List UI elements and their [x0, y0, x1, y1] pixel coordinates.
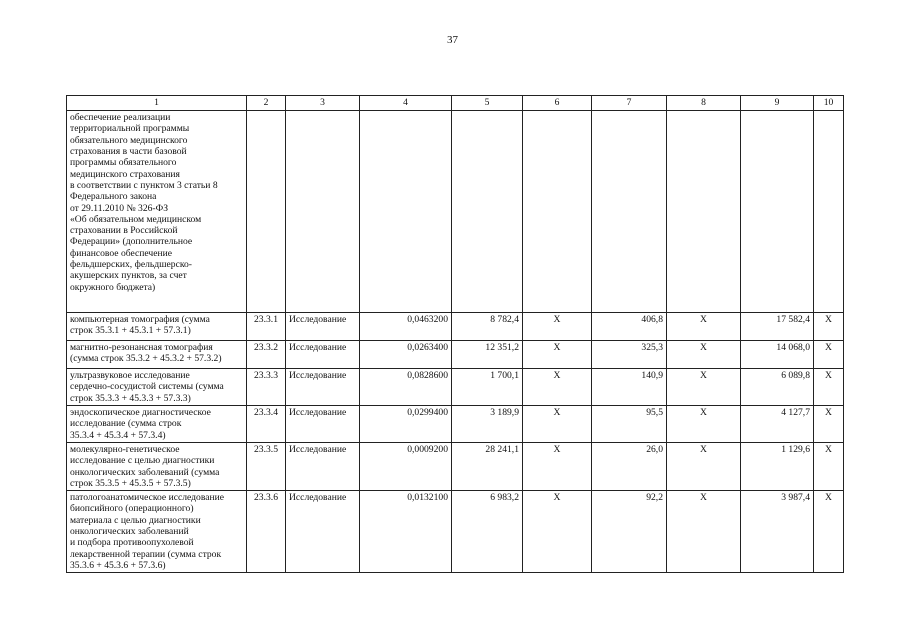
table-row [67, 405, 844, 442]
row-norm: 0,0463200 [360, 313, 452, 341]
table-row [67, 313, 844, 341]
column-header: 7 [592, 96, 667, 111]
row-cost: 28 241,1 [452, 442, 523, 490]
table-row [67, 442, 844, 490]
row-norm: 0,0263400 [360, 341, 452, 369]
row-c10: X [814, 341, 844, 369]
row-c10: X [814, 369, 844, 406]
data-table [66, 95, 844, 573]
row-code: 23.3.6 [247, 491, 286, 573]
row-unit: Исследование [286, 313, 360, 341]
row-c8: X [667, 341, 741, 369]
row-c10: X [814, 405, 844, 442]
column-header: 9 [741, 96, 814, 111]
row-norm: 0,0828600 [360, 369, 452, 406]
row-c8: X [667, 313, 741, 341]
column-header: 2 [247, 96, 286, 111]
row-unit: Исследование [286, 442, 360, 490]
table-row [67, 491, 844, 573]
row-c7: 140,9 [592, 369, 667, 406]
row-cost: 8 782,4 [452, 313, 523, 341]
row-c9: 3 987,4 [741, 491, 814, 573]
row-c7: 92,2 [592, 491, 667, 573]
row-c9: 17 582,4 [741, 313, 814, 341]
row-c9: 6 089,8 [741, 369, 814, 406]
row-unit: Исследование [286, 491, 360, 573]
row-c10: X [814, 491, 844, 573]
row-description: ультразвуковое исследование сердечно-сосудистой системы (сумма строк 35.3.3 + 45.3.3 + 57.3.3) [67, 369, 247, 406]
row-cost: 1 700,1 [452, 369, 523, 406]
row-c8: X [667, 442, 741, 490]
row-norm: 0,0009200 [360, 442, 452, 490]
row-c10: X [814, 313, 844, 341]
row-cost: 12 351,2 [452, 341, 523, 369]
row-code: 23.3.3 [247, 369, 286, 406]
row-description: молекулярно-генетическое исследование с целью диагностики онкологических заболеваний (сумма строк 35.3.5 + 45.3.5 + 57.3.5) [67, 442, 247, 490]
intro-description: обеспечение реализации территориальной программы обязательного медицинского страхования в части базовой программы обязательного медицинского страхования в соответствии с пунктом 3 статьи 8 Федерального закона от 29.11.2010 № 326-ФЗ «Об обязательном медицинском страховании в Российской Федерации» (дополнительное финансовое обеспечение фельдшерских, фельдшерско- акушерских пунктов, за счет окружного бюджета) [67, 111, 247, 313]
row-cost: 6 983,2 [452, 491, 523, 573]
row-c8: X [667, 491, 741, 573]
row-c6: X [523, 313, 592, 341]
column-header: 5 [452, 96, 523, 111]
column-header: 8 [667, 96, 741, 111]
row-c6: X [523, 341, 592, 369]
row-c6: X [523, 405, 592, 442]
row-c9: 4 127,7 [741, 405, 814, 442]
column-header: 10 [814, 96, 844, 111]
row-c9: 14 068,0 [741, 341, 814, 369]
row-c6: X [523, 369, 592, 406]
column-header: 6 [523, 96, 592, 111]
row-description: компьютерная томография (сумма строк 35.3.1 + 45.3.1 + 57.3.1) [67, 313, 247, 341]
row-norm: 0,0132100 [360, 491, 452, 573]
row-code: 23.3.1 [247, 313, 286, 341]
row-norm: 0,0299400 [360, 405, 452, 442]
row-c8: X [667, 369, 741, 406]
column-header: 1 [67, 96, 247, 111]
row-code: 23.3.2 [247, 341, 286, 369]
row-c6: X [523, 442, 592, 490]
row-unit: Исследование [286, 405, 360, 442]
row-c9: 1 129,6 [741, 442, 814, 490]
table-row [67, 369, 844, 406]
column-header: 3 [286, 96, 360, 111]
row-c10: X [814, 442, 844, 490]
row-c7: 325,3 [592, 341, 667, 369]
row-c7: 406,8 [592, 313, 667, 341]
row-c7: 95,5 [592, 405, 667, 442]
row-c7: 26,0 [592, 442, 667, 490]
row-description: эндоскопическое диагностическое исследование (сумма строк 35.3.4 + 45.3.4 + 57.3.4) [67, 405, 247, 442]
row-c8: X [667, 405, 741, 442]
row-description: патологоанатомическое исследование биопсийного (операционного) материала с целью диагностики онкологических заболеваний и подбора противоопухолевой лекарственной терапии (сумма строк 35.3.6 + 45.3.6 + 57.3.6) [67, 491, 247, 573]
row-cost: 3 189,9 [452, 405, 523, 442]
row-description: магнитно-резонансная томография (сумма строк 35.3.2 + 45.3.2 + 57.3.2) [67, 341, 247, 369]
row-c6: X [523, 491, 592, 573]
header-row [67, 96, 844, 111]
table-row [67, 341, 844, 369]
row-unit: Исследование [286, 341, 360, 369]
column-header: 4 [360, 96, 452, 111]
row-code: 23.3.5 [247, 442, 286, 490]
page-number: 37 [447, 34, 458, 46]
row-unit: Исследование [286, 369, 360, 406]
row-code: 23.3.4 [247, 405, 286, 442]
intro-row [67, 111, 844, 313]
